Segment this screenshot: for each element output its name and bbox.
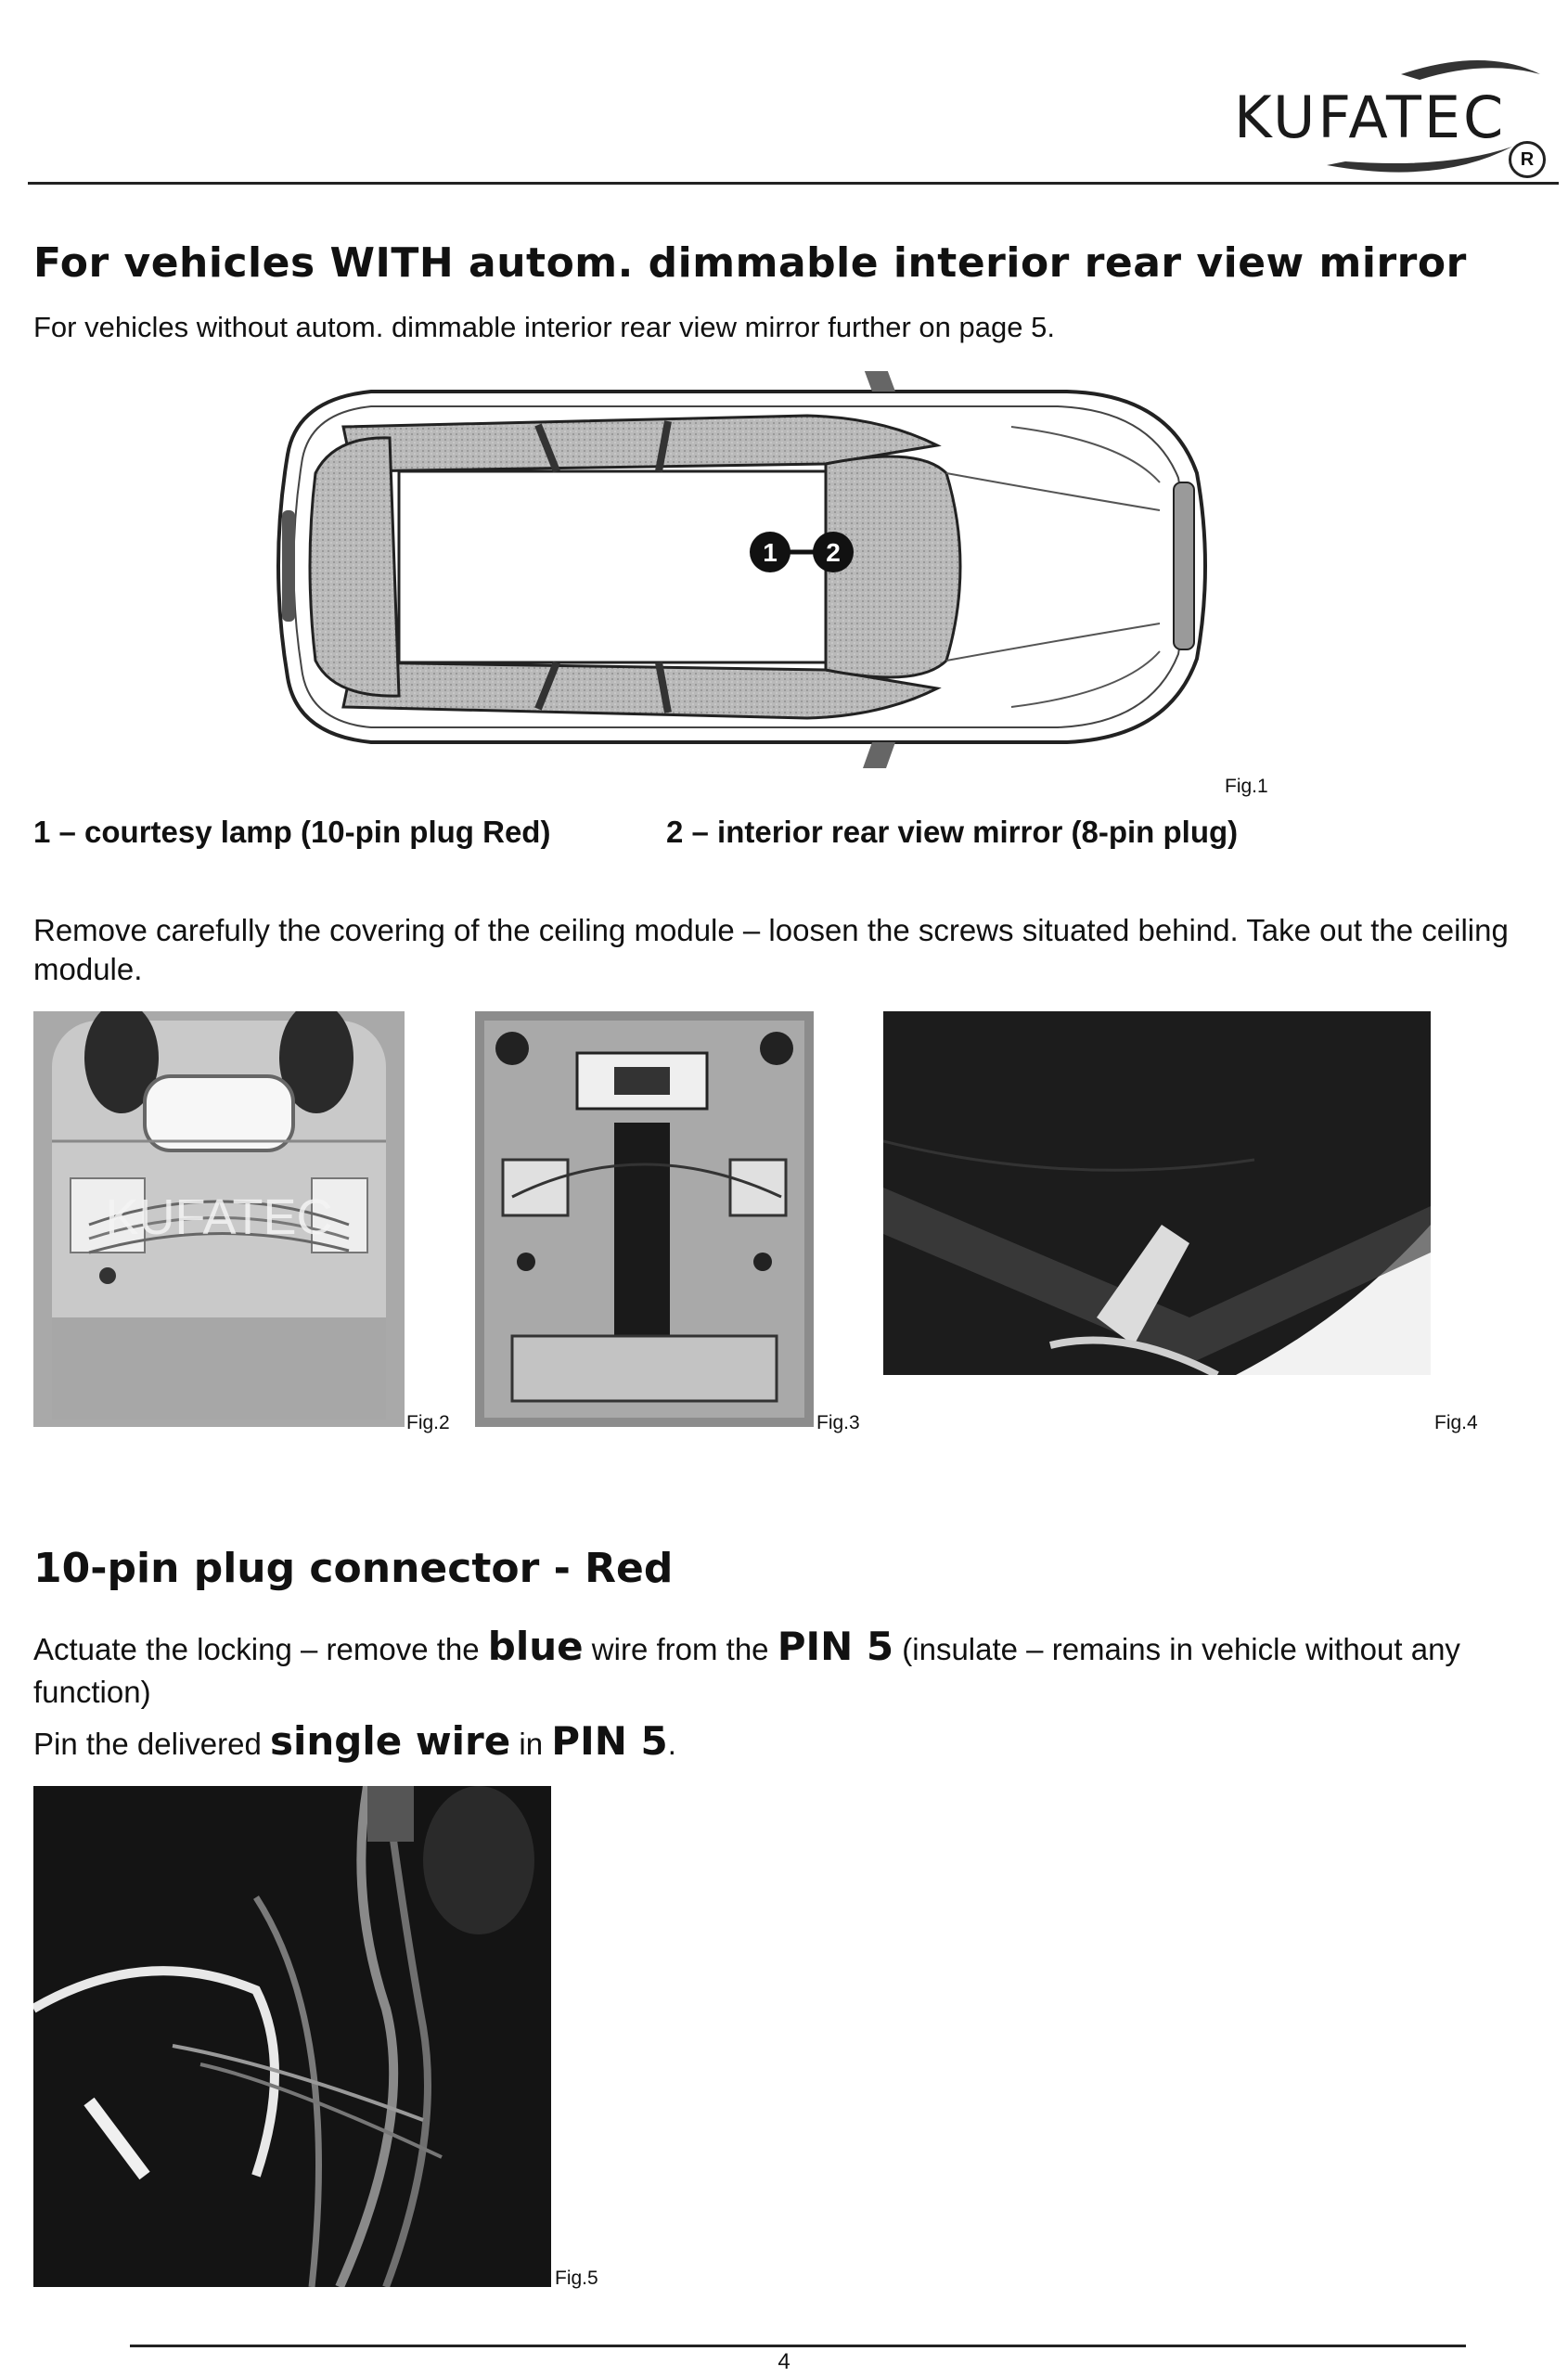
section2-title: 10-pin plug connector - Red — [33, 1545, 674, 1592]
page-number: 4 — [778, 2349, 790, 2374]
section-subtitle: For vehicles without autom. dimmable interior rear view mirror further on page 5. — [33, 311, 1055, 343]
module-removal-photo — [883, 1011, 1431, 1375]
p2-wire-emphasis: single wire — [270, 1718, 511, 1764]
instruction-text: Remove carefully the covering of the ceiling module – loosen the screws situated behind. Take out the ceiling module. — [33, 913, 1509, 987]
fig5-caption: Fig.5 — [555, 2268, 598, 2289]
ceiling-module-photo — [33, 1011, 405, 1427]
section-title: For vehicles WITH autom. dimmable interior rear view mirror — [33, 239, 1467, 287]
trademark-icon: R — [1509, 141, 1546, 178]
fig4-caption: Fig.4 — [1434, 1412, 1478, 1433]
fig2-watermark: KUFATEC — [105, 1189, 333, 1245]
p2-text-c: . — [667, 1727, 676, 1761]
fig2-photo — [33, 1011, 405, 1427]
section2-paragraph-2 — [33, 1718, 676, 1764]
p1-blue-emphasis: blue — [487, 1624, 584, 1669]
car-top-view-drawing — [232, 371, 1234, 770]
car-top-view-figure — [232, 371, 1234, 770]
legend-item-2: 2 – interior rear view mirror (8-pin plug) — [666, 815, 1239, 849]
p1-text-b: wire from the — [583, 1632, 778, 1666]
section2-paragraph-1 — [33, 1622, 1546, 1712]
fig3-caption: Fig.3 — [816, 1412, 860, 1433]
header-divider — [28, 182, 1559, 185]
fig3-photo — [475, 1011, 814, 1427]
p1-text-c: (insulate – remains in vehicle without any function) — [33, 1632, 1460, 1709]
p2-text-b: in — [510, 1727, 552, 1761]
fig1-caption: Fig.1 — [1225, 776, 1268, 797]
brand-logo — [1206, 46, 1568, 186]
marker-1-label: 1 — [763, 538, 778, 567]
brand-name: KUFATEC — [1234, 84, 1507, 151]
p1-pin-emphasis: PIN 5 — [777, 1624, 894, 1669]
p2-text-a: Pin the delivered — [33, 1727, 270, 1761]
fig4-photo — [883, 1011, 1431, 1375]
fig2-caption: Fig.2 — [406, 1412, 450, 1433]
p2-pin-emphasis: PIN 5 — [551, 1718, 668, 1764]
footer-divider — [130, 2345, 1466, 2347]
plug-wires-photo — [33, 1786, 551, 2287]
p1-text-a: Actuate the locking – remove the — [33, 1632, 488, 1666]
fig5-photo — [33, 1786, 551, 2287]
marker-2-label: 2 — [826, 538, 841, 567]
legend-item-1: 1 – courtesy lamp (10-pin plug Red) — [33, 815, 551, 849]
ceiling-module-open-photo — [475, 1011, 814, 1427]
